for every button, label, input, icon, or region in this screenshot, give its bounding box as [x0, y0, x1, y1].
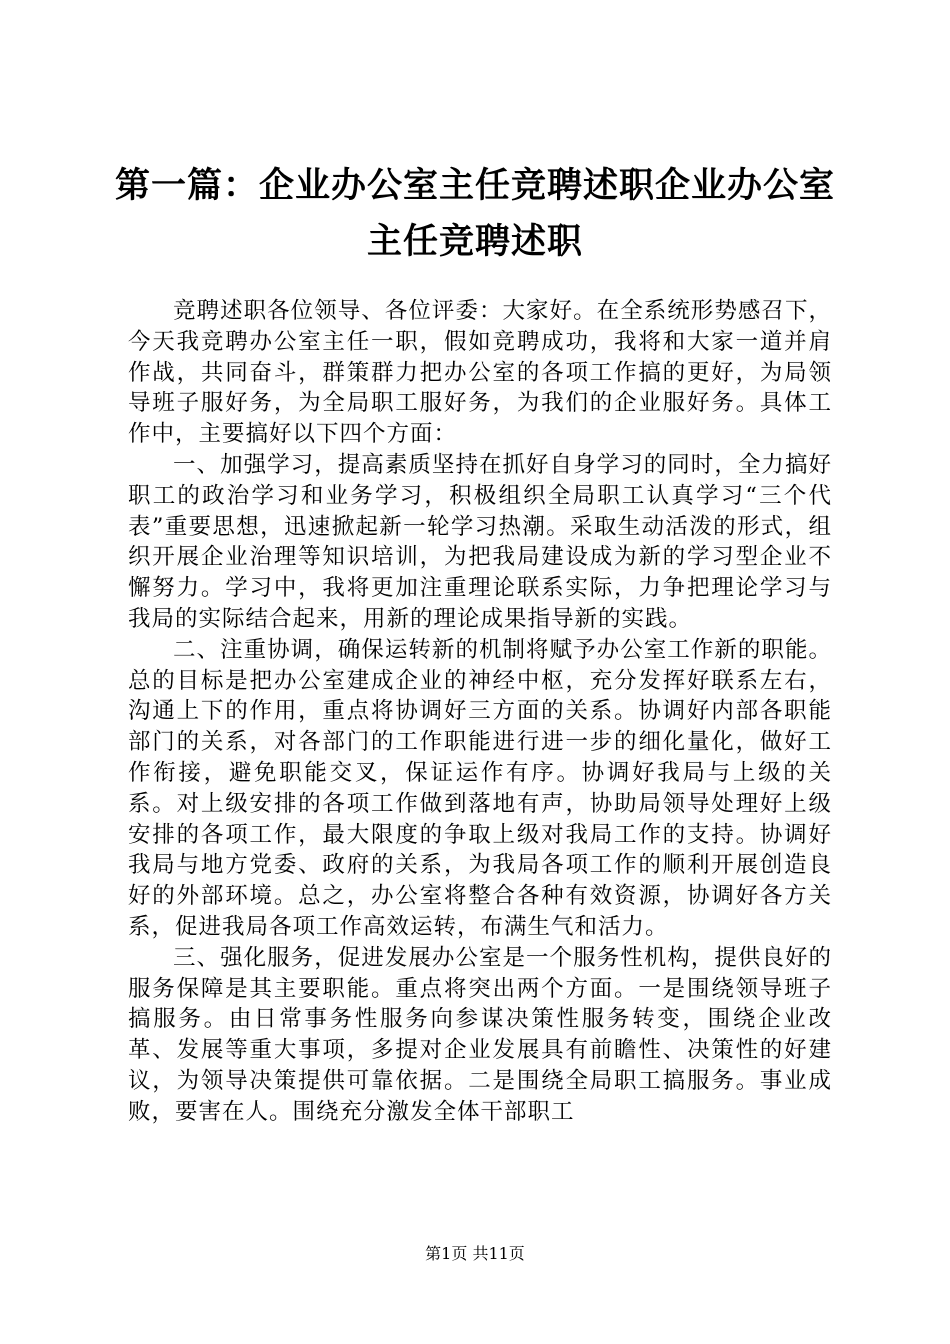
paragraph-intro: 竞聘述职各位领导、各位评委：大家好。在全系统形势感召下，今天我竞聘办公室主任一职，假如竞聘成功，我将和大家一道并肩作战，共同奋斗，群策群力把办公室的各项工作搞的更好，为局领导班子服好务，为全局职工服好务，为我们的企业服好务。具体工作中，主要搞好以下四个方面： — [128, 298, 832, 448]
page-footer: 第1页 共11页 — [425, 1244, 525, 1263]
paragraph-section-1: 一、加强学习，提高素质坚持在抓好自身学习的同时，全力搞好职工的政治学习和业务学习，积极组织全局职工认真学习“三个代表”重要思想，迅速掀起新一轮学习热潮。采取生动活泼的形式，组织开展企业治理等知识培训，为把我局建设成为新的学习型企业不懈努力。学习中，我将更加注重理论联系实际，力争把理论学习与我局的实际结合起来，用新的理论成果指导新的实践。 — [128, 451, 832, 632]
paragraph-section-2: 二、注重协调，确保运转新的机制将赋予办公室工作新的职能。总的目标是把办公室建成企业的神经中枢，充分发挥好联系左右，沟通上下的作用，重点将协调好三方面的关系。协调好内部各职能部门的关系，对各部门的工作职能进行进一步的细化量化，做好工作衔接，避免职能交叉，保证运作有序。协调好我局与上级的关系。对上级安排的各项工作做到落地有声，协助局领导处理好上级安排的各项工作，最大限度的争取上级对我局工作的支持。协调好我局与地方党委、政府的关系，为我局各项工作的顺利开展创造良好的外部环境。总之，办公室将整合各种有效资源，协调好各方关系，促进我局各项工作高效运转，布满生气和活力。 — [128, 636, 832, 940]
document-body — [128, 296, 832, 1128]
document-title: 第一篇：企业办公室主任竞聘述职企业办公室主任竞聘述职 — [114, 166, 835, 262]
paragraph-section-3: 三、强化服务，促进发展办公室是一个服务性机构，提供良好的服务保障是其主要职能。重点将突出两个方面。一是围绕领导班子搞服务。由日常事务性服务向参谋决策性服务转变，围绕企业改革、发展等重大事项，多提对企业发展具有前瞻性、决策性的好建议，为领导决策提供可靠依据。二是围绕全局职工搞服务。事业成败，要害在人。围绕充分激发全体干部职工 — [128, 944, 832, 1125]
